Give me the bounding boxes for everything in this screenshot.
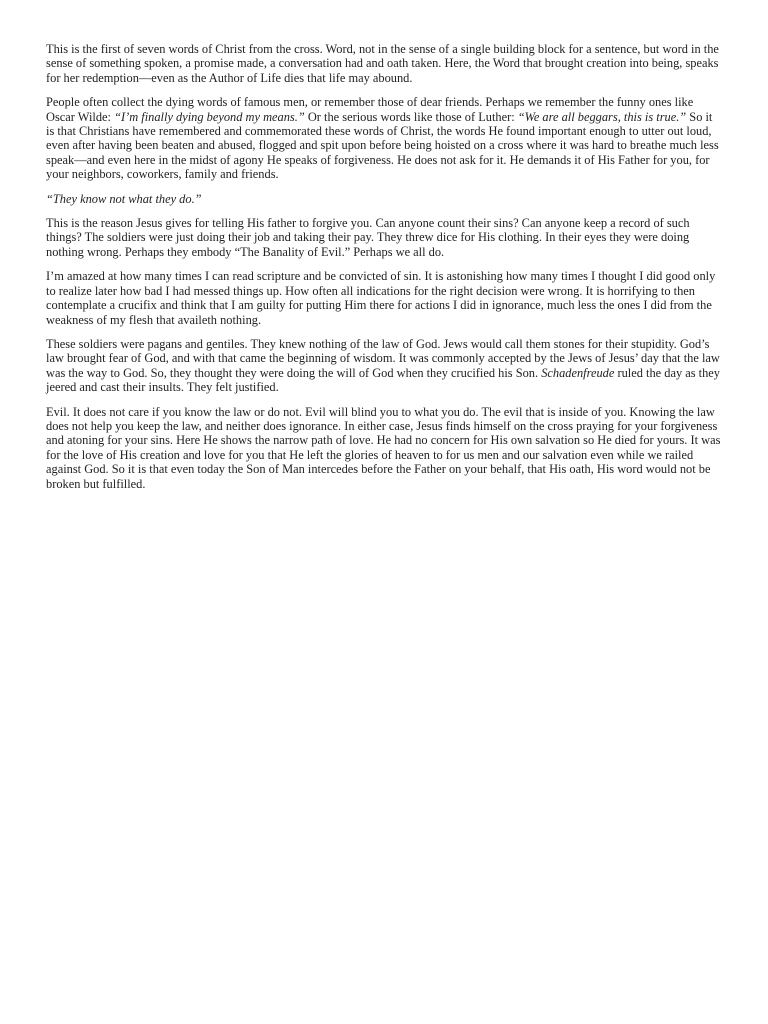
paragraph-amazed: I’m amazed at how many times I can read scripture and be convicted of sin. It is astonishing how many times I thought I did good only to realize later how bad I had messed things up. How often all indications for the right decision were wrong. It is horrifying to then contemplate a crucifix and think that I am guilty for putting Him there for actions I did in ignorance, much less the ones I did from the weakness of my flesh that availeth nothing. <box>46 269 716 327</box>
wilde-quote: “I’m finally dying beyond my means.” <box>114 109 305 124</box>
quote-they-know-not <box>46 192 722 206</box>
soldiers-tail: ruled the day as they jeered and cast their insults. They felt justified. <box>46 365 721 395</box>
paragraph-evil: Evil. It does not care if you know the law or do not. Evil will blind you to what you do. The evil that is inside of you. Knowing the law does not help you keep the law, and neither does ignorance. In either case, Jesus finds himself on the cross praying for your forgiveness and atoning for your sins. Here He shows the narrow path of love. He had no concern for His own salvation so He died for yours. It was for the love of His creation and love for you that He left the glories of heaven to for us men and our salvation even while we railed against God. So it is that even today the Son of Man intercedes before the Father on your behalf, that His oath, His word would not be broken but fulfilled. <box>46 404 721 491</box>
dying-words-body: So it is that Christians have remembered and commemorated these words of Christ, the words He found important enough to utter out loud, even after having been beaten and abused, flogged and spit upon before being hoisted on a cross where it was hard to breathe much less speak—and even here in the midst of agony He speaks of forgiveness. He does not ask for it. He demands it of His Father for you, for your neighbors, coworkers, family and friends. <box>46 109 719 182</box>
dying-words-intro: People often collect the dying words of famous men, or remember those of dear friends. Perhaps we remember the funny ones like Oscar Wilde: <box>46 95 694 124</box>
paragraph-reason: This is the reason Jesus gives for telling His father to forgive you. Can anyone count their sins? Can anyone keep a record of such things? The soldiers were just doing their job and taking their pay. They threw dice for His clothing. In their eyes they were doing nothing wrong. Perhaps they embody “The Banality of Evil.” Perhaps we all do. <box>46 216 690 259</box>
quote-text: “They know not what they do.” <box>46 191 202 206</box>
document-page <box>46 42 722 501</box>
paragraph-soldiers <box>46 337 722 395</box>
dying-words-luther-lead: Or the serious words like those of Luther: <box>304 109 518 124</box>
soldiers-text: These soldiers were pagans and gentiles. They knew nothing of the law of God. Jews would call them stones for their stupidity. God’s law brought fear of God, and with that came the beginning of wisdom. It was commonly accepted by the Jews of Jesus’ day that the law was the way to God. So, they thought they were doing the will of God when they crucified his Son. <box>46 336 720 380</box>
paragraph-first-word: This is the first of seven words of Christ from the cross. Word, not in the sense of a single building block for a sentence, but word in the sense of something spoken, a promise made, a conversation had and oath taken. Here, the Word that brought creation into being, speaks for her redemption—even as the Author of Life dies that life may abound. <box>46 42 719 85</box>
luther-quote: “We are all beggars, this is true.” <box>517 109 687 124</box>
paragraph-dying-words <box>46 95 722 181</box>
schadenfreude-term: Schadenfreude <box>541 365 615 380</box>
